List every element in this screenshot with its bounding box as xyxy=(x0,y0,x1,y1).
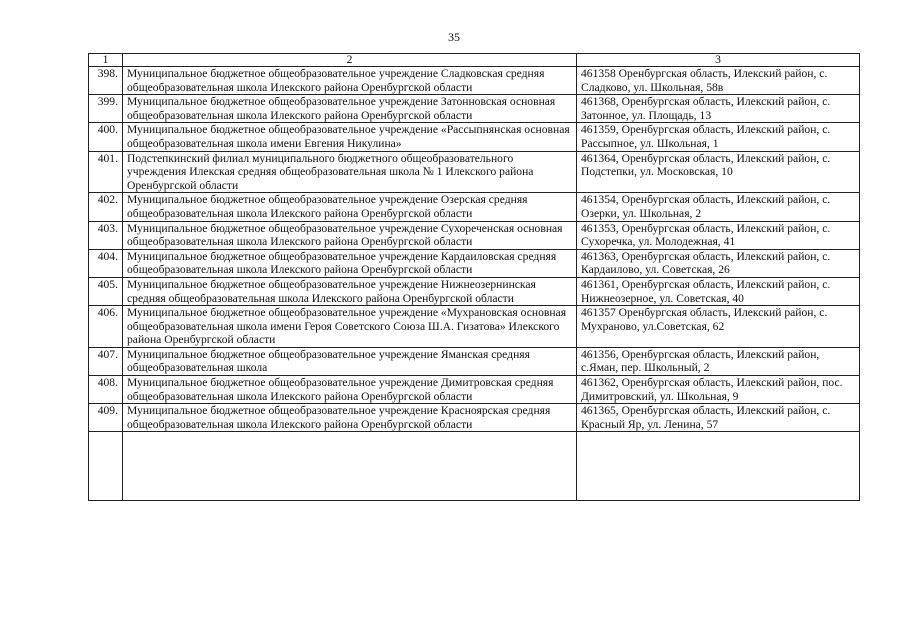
institution-name: Муниципальное бюджетное общеобразовательное учреждение Димитровская средняя общеобразовательная школа Илекского района Оренбургской области xyxy=(123,376,577,404)
institution-address: 461357 Оренбургская область, Илекский район, с. Мухраново, ул.Советская, 62 xyxy=(577,306,860,348)
header-row xyxy=(89,54,860,67)
institution-name: Муниципальное бюджетное общеобразовательное учреждение Красноярская средняя общеобразовательная школа Илекского района Оренбургской области xyxy=(123,404,577,432)
institution-address: 461354, Оренбургская область, Илекский район, с. Озерки, ул. Школьная, 2 xyxy=(577,193,860,221)
institution-address: 461365, Оренбургская область, Илекский район, с. Красный Яр, ул. Ленина, 57 xyxy=(577,404,860,432)
row-number: 401. xyxy=(89,151,123,193)
table-row xyxy=(89,95,860,123)
institution-name: Муниципальное бюджетное общеобразовательное учреждение «Мухрановская основная общеобразовательная школа имени Героя Советского Союза Ш.А. Гизатова» Илекского района Оренбургской области xyxy=(123,306,577,348)
row-number: 399. xyxy=(89,95,123,123)
institution-name: Муниципальное бюджетное общеобразовательное учреждение Кардаиловская средняя общеобразовательная школа Илекского района Оренбургской области xyxy=(123,249,577,277)
empty-cell xyxy=(123,432,577,501)
institution-name: Муниципальное бюджетное общеобразовательное учреждение Сухореченская основная общеобразовательная школа Илекского района Оренбургской области xyxy=(123,221,577,249)
table-row xyxy=(89,404,860,432)
institution-name: Муниципальное бюджетное общеобразовательное учреждение Нижнеозернинская средняя общеобразовательная школа Илекского района Оренбургской области xyxy=(123,277,577,305)
table-row xyxy=(89,376,860,404)
table-row xyxy=(89,151,860,193)
empty-cell xyxy=(577,432,860,501)
institution-address: 461359, Оренбургская область, Илекский район, с. Рассыпное, ул. Школьная, 1 xyxy=(577,123,860,151)
institution-address: 461358 Оренбургская область, Илекский район, с. Сладково, ул. Школьная, 58в xyxy=(577,67,860,95)
table-row xyxy=(89,249,860,277)
institution-name: Муниципальное бюджетное общеобразовательное учреждение Озерская средняя общеобразовательная школа Илекского района Оренбургской области xyxy=(123,193,577,221)
row-number: 398. xyxy=(89,67,123,95)
row-number: 408. xyxy=(89,376,123,404)
table-header xyxy=(89,54,860,67)
institution-address: 461356, Оренбургская область, Илекский район, с.Яман, пер. Школьный, 2 xyxy=(577,347,860,375)
page-number: 35 xyxy=(448,30,460,44)
column-header-1: 1 xyxy=(89,54,123,67)
table-row xyxy=(89,347,860,375)
institution-name: Муниципальное бюджетное общеобразовательное учреждение Сладковская средняя общеобразовательная школа Илекского района Оренбургской области xyxy=(123,67,577,95)
institution-name: Муниципальное бюджетное общеобразовательное учреждение Яманская средняя общеобразовательная школа xyxy=(123,347,577,375)
row-number: 406. xyxy=(89,306,123,348)
row-number: 405. xyxy=(89,277,123,305)
row-number: 404. xyxy=(89,249,123,277)
institution-address: 461362, Оренбургская область, Илекский район, пос. Димитровский, ул. Школьная, 9 xyxy=(577,376,860,404)
institution-address: 461353, Оренбургская область, Илекский район, с. Сухоречка, ул. Молодежная, 41 xyxy=(577,221,860,249)
row-number: 407. xyxy=(89,347,123,375)
empty-cell xyxy=(89,432,123,501)
row-number: 409. xyxy=(89,404,123,432)
institution-address: 461368, Оренбургская область, Илекский район, с. Затонное, ул. Площадь, 13 xyxy=(577,95,860,123)
row-number: 400. xyxy=(89,123,123,151)
empty-row xyxy=(89,432,860,501)
institution-name: Муниципальное бюджетное общеобразовательное учреждение Затонновская основная общеобразовательная школа Илекского района Оренбургской области xyxy=(123,95,577,123)
table-row xyxy=(89,221,860,249)
institution-address: 461361, Оренбургская область, Илекский район, с. Нижнеозерное, ул. Советская, 40 xyxy=(577,277,860,305)
row-number: 403. xyxy=(89,221,123,249)
table-row xyxy=(89,67,860,95)
table-row xyxy=(89,277,860,305)
institution-address: 461363, Оренбургская область, Илекский район, с. Кардаилово, ул. Советская, 26 xyxy=(577,249,860,277)
table-row xyxy=(89,123,860,151)
table-body xyxy=(89,67,860,501)
row-number: 402. xyxy=(89,193,123,221)
table-row xyxy=(89,306,860,348)
schools-table xyxy=(88,53,860,501)
table-row xyxy=(89,193,860,221)
institution-address: 461364, Оренбургская область, Илекский район, с. Подстепки, ул. Московская, 10 xyxy=(577,151,860,193)
column-header-3: 3 xyxy=(577,54,860,67)
institution-name: Подстепкинский филиал муниципального бюджетного общеобразовательного учреждения Илекская средняя общеобразовательная школа № 1 Илекского района Оренбургской области xyxy=(123,151,577,193)
institution-name: Муниципальное бюджетное общеобразовательное учреждение «Рассыпнянская основная общеобразовательная школа имени Евгения Никулина» xyxy=(123,123,577,151)
column-header-2: 2 xyxy=(123,54,577,67)
